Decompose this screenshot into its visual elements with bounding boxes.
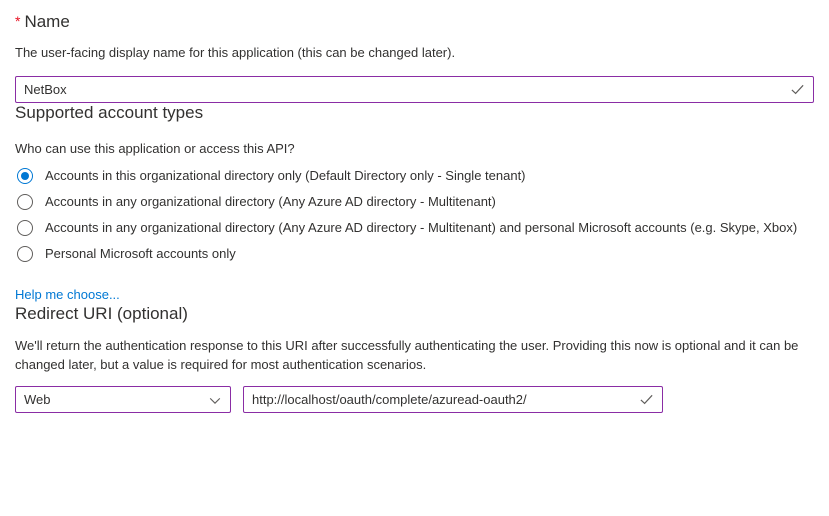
- redirect-uri-input[interactable]: [243, 386, 663, 413]
- radio-unselected-icon[interactable]: [17, 220, 33, 236]
- redirect-desc-line1: We'll return the authentication response to this URI after successfully authenticating the user. Providing this now is optional and it can be: [15, 338, 799, 353]
- name-title-text: Name: [24, 12, 70, 31]
- name-section-title: [15, 11, 814, 32]
- name-input[interactable]: [15, 76, 814, 103]
- redirect-uri-row: [15, 386, 814, 413]
- radio-option-label[interactable]: Accounts in any organizational directory (Any Azure AD directory - Multitenant) and personal Microsoft accounts (e.g. Skype, Xbox): [45, 220, 798, 235]
- account-types-radio-group: [15, 163, 814, 267]
- radio-option-multitenant[interactable]: [15, 189, 814, 215]
- radio-unselected-icon[interactable]: [17, 194, 33, 210]
- redirect-desc-line2: changed later, but a value is required for most authentication scenarios.: [15, 357, 427, 372]
- radio-selected-icon[interactable]: [17, 168, 33, 184]
- help-me-choose-link[interactable]: Help me choose...: [15, 287, 120, 302]
- platform-select[interactable]: [15, 386, 231, 413]
- platform-select-value: Web: [24, 392, 51, 407]
- radio-unselected-icon[interactable]: [17, 246, 33, 262]
- radio-option-multitenant-personal[interactable]: [15, 215, 814, 241]
- account-types-question: Who can use this application or access this API?: [15, 141, 295, 156]
- radio-option-label[interactable]: Personal Microsoft accounts only: [45, 246, 236, 261]
- radio-option-personal-only[interactable]: [15, 241, 814, 267]
- name-description: The user-facing display name for this application (this can be changed later).: [15, 45, 456, 60]
- redirect-uri-input-wrap: [243, 386, 663, 413]
- redirect-uri-title: Redirect URI (optional): [15, 304, 188, 323]
- required-asterisk: *: [15, 13, 21, 29]
- radio-option-label[interactable]: Accounts in any organizational directory (Any Azure AD directory - Multitenant): [45, 194, 496, 209]
- account-types-title: Supported account types: [15, 103, 204, 122]
- name-input-wrap: [15, 76, 814, 103]
- chevron-down-icon: [208, 394, 222, 408]
- radio-option-label[interactable]: Accounts in this organizational directory only (Default Directory only - Single tenant): [45, 168, 526, 183]
- redirect-uri-description: [15, 336, 814, 374]
- radio-option-single-tenant[interactable]: [15, 163, 814, 189]
